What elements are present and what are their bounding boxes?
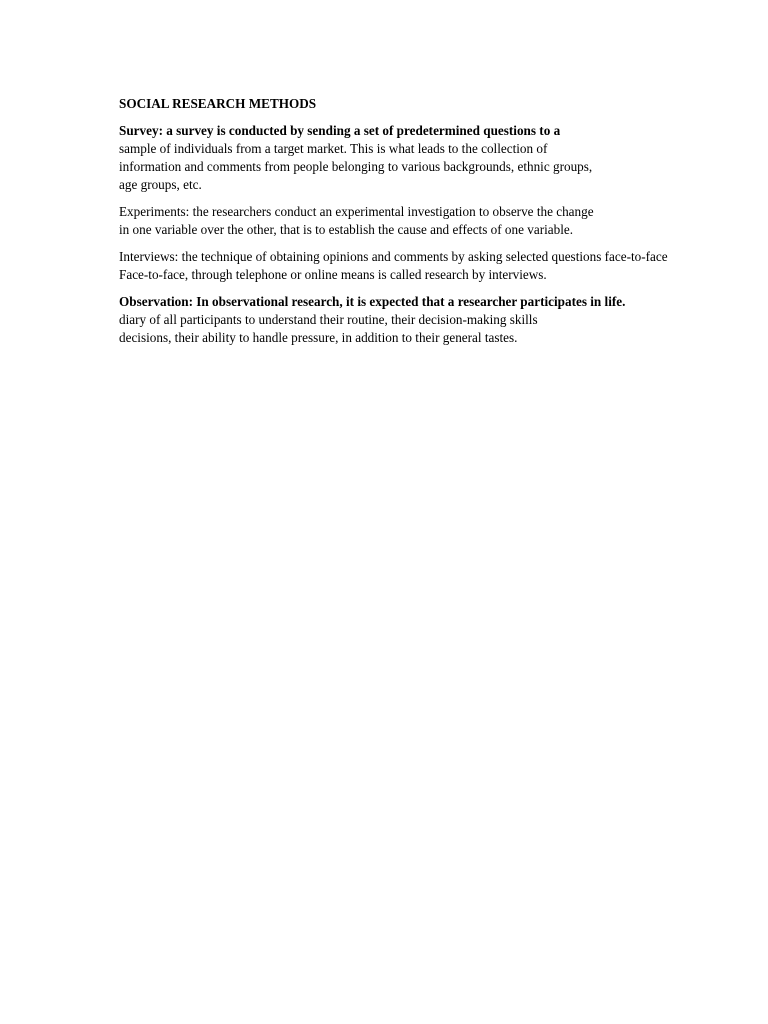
text-line: sample of individuals from a target market. This is what leads to the collection of: [119, 141, 548, 156]
text-line: age groups, etc.: [119, 177, 202, 192]
text-line: Survey: a survey is conducted by sending a set of predetermined questions to a: [119, 123, 561, 138]
text-line: Experiments: the researchers conduct an experimental investigation to observe the change: [119, 204, 594, 219]
document-body: [119, 95, 759, 356]
text-line: decisions, their ability to handle pressure, in addition to their general tastes.: [119, 330, 518, 345]
text-line: Interviews: the technique of obtaining opinions and comments by asking selected questions face-to-face: [119, 249, 668, 264]
text-line: in one variable over the other, that is to establish the cause and effects of one variable.: [119, 222, 574, 237]
paragraph-experiments: [119, 203, 759, 239]
text-line: diary of all participants to understand their routine, their decision-making skills: [119, 312, 538, 327]
paragraph-interviews: [119, 248, 759, 284]
paragraph-observation: [119, 293, 759, 347]
text-line: information and comments from people belonging to various backgrounds, ethnic groups,: [119, 159, 593, 174]
text-line: Face-to-face, through telephone or online means is called research by interviews.: [119, 267, 547, 282]
text-line: Observation: In observational research, it is expected that a researcher participates in life.: [119, 294, 626, 309]
paragraph-survey: [119, 122, 759, 194]
document-title: SOCIAL RESEARCH METHODS: [119, 96, 317, 111]
